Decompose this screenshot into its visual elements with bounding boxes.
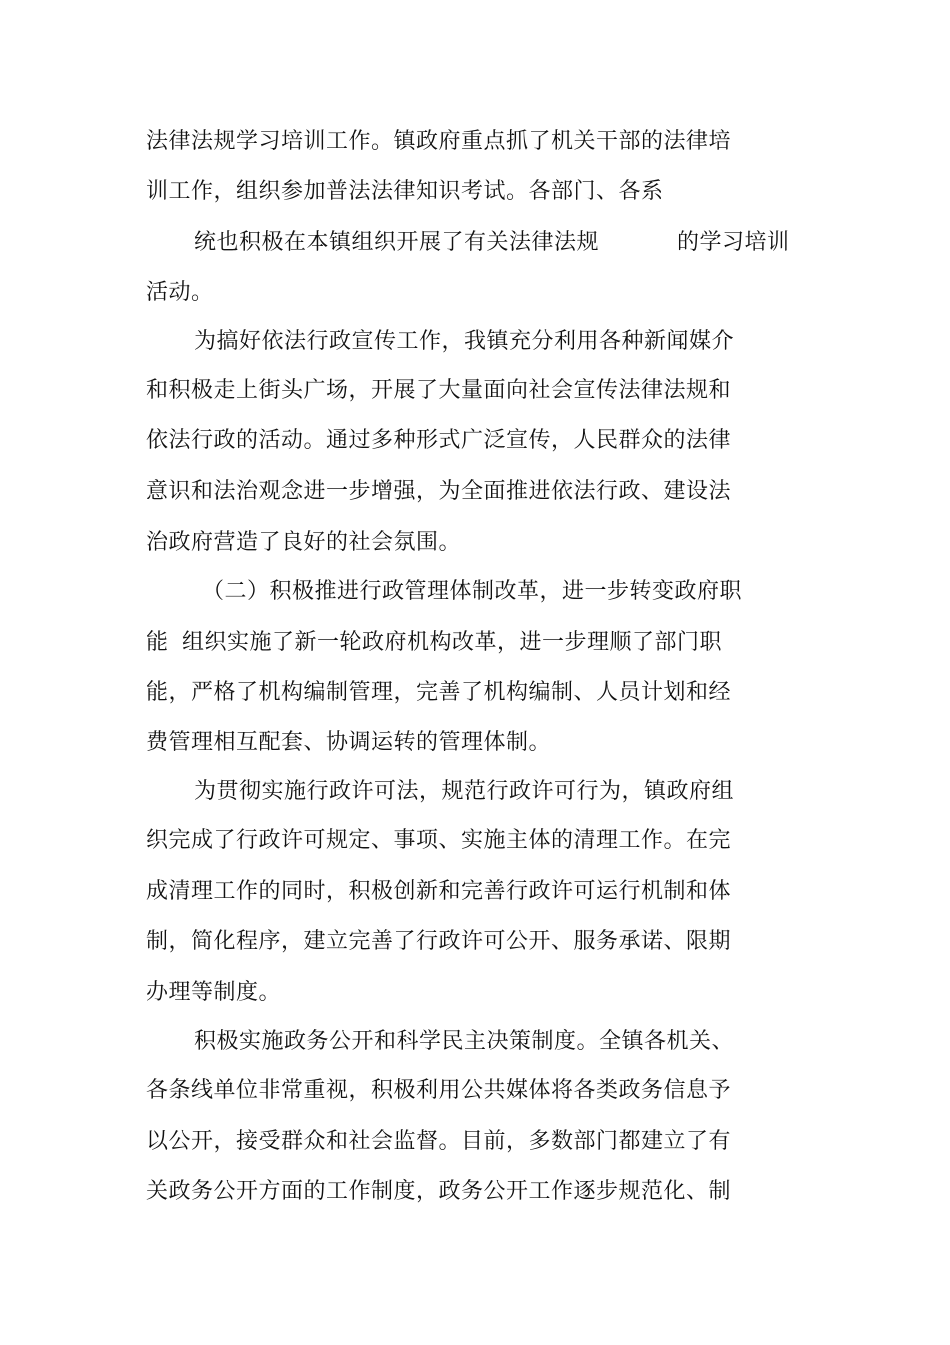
text-line: 治政府营造了良好的社会氛围。 [146,530,462,555]
text-line: 和积极走上街头广场，开展了大量面向社会宣传法律法规和 [146,378,732,403]
text-line: 意识和法治观念进一步增强，为全面推进依法行政、建设法 [146,479,732,504]
text-line: 训工作，组织参加普法法律知识考试。各部门、各系 [146,179,664,204]
text-line: 为搞好依法行政宣传工作，我镇充分利用各种新闻媒介 [194,329,735,354]
text-line: 为贯彻实施行政许可法，规范行政许可行为，镇政府组 [194,779,735,804]
text-line: 制，简化程序，建立完善了行政许可公开、服务承诺、限期 [146,929,732,954]
text-line: 依法行政的活动。通过多种形式广泛宣传，人民群众的法律 [146,428,732,453]
text-line: 法律法规学习培训工作。镇政府重点抓了机关干部的法律培 [146,129,732,154]
text-line: 各条线单位非常重视，积极利用公共媒体将各类政务信息予 [146,1078,732,1103]
text-line: 统也积极在本镇组织开展了有关法律法规 [194,230,600,255]
text-line: 活动。 [146,280,214,305]
text-line: 能 [146,630,169,655]
text-line: 的学习培训 [677,230,790,255]
text-line: 费管理相互配套、协调运转的管理体制。 [146,730,552,755]
text-line: 关政务公开方面的工作制度，政务公开工作逐步规范化、制 [146,1179,732,1204]
text-line: 能，严格了机构编制管理，完善了机构编制、人员计划和经 [146,680,732,705]
text-line: 办理等制度。 [146,980,282,1005]
text-line: 织完成了行政许可规定、事项、实施主体的清理工作。在完 [146,828,732,853]
text-line: 组织实施了新一轮政府机构改革，进一步理顺了部门职 [182,630,723,655]
text-line: 以公开，接受群众和社会监督。目前，多数部门都建立了有 [146,1129,732,1154]
text-line: 积极实施政务公开和科学民主决策制度。全镇各机关、 [194,1029,735,1054]
text-line: （二）积极推进行政管理体制改革，进一步转变政府职 [202,579,743,604]
text-line: 成清理工作的同时，积极创新和完善行政许可运行机制和体 [146,879,732,904]
